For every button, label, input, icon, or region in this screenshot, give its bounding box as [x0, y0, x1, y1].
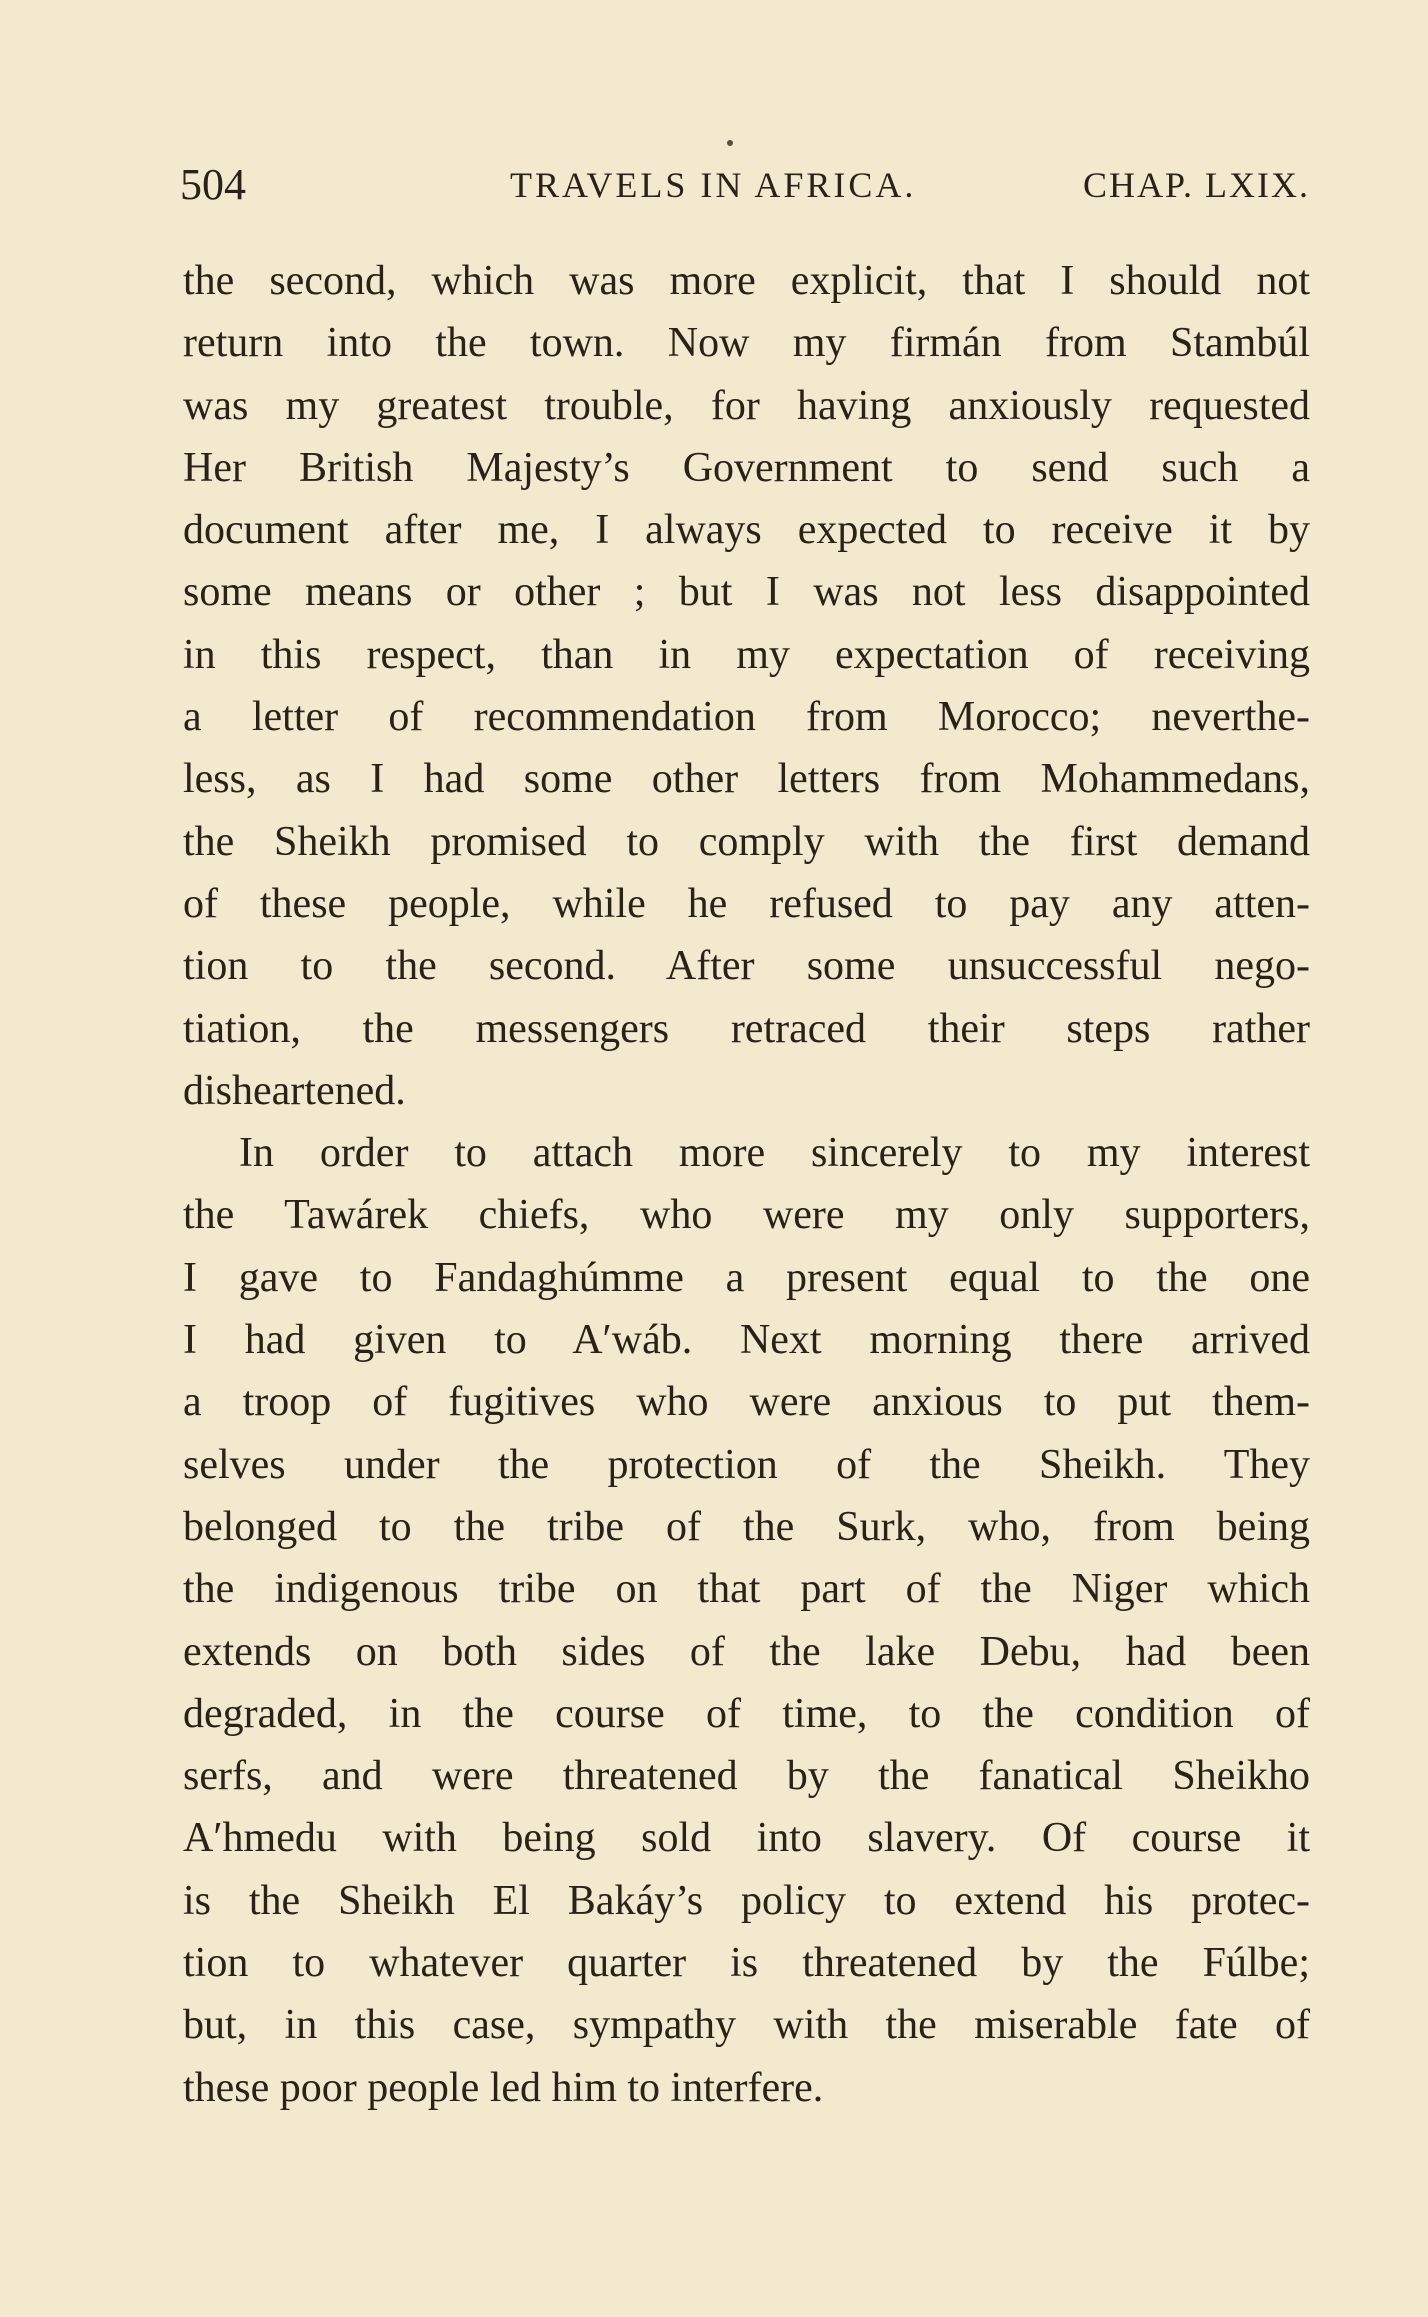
text-line: the indigenous tribe on that part of the Niger which	[183, 1566, 1310, 1613]
text-line: but, in this case, sympathy with the miserable fate of	[183, 2002, 1310, 2049]
text-line: I gave to Fandaghúmme a present equal to the one	[183, 1254, 1310, 1301]
text-line: some means or other ; but I was not less disappointed	[183, 569, 1310, 616]
text-line: these poor people led him to interfere.	[183, 2064, 824, 2111]
text-line: extends on both sides of the lake Debu, had been	[183, 1628, 1310, 1675]
text-line: less, as I had some other letters from Mohammedans,	[183, 756, 1310, 803]
text-line: In order to attach more sincerely to my interest	[239, 1130, 1310, 1177]
running-title: TRAVELS IN AFRICA.	[510, 165, 917, 205]
text-line: belonged to the tribe of the Surk, who, from being	[183, 1503, 1310, 1550]
text-line: tion to whatever quarter is threatened by the Fúlbe;	[183, 1940, 1310, 1987]
page-header	[180, 155, 1310, 215]
text-line: the second, which was more explicit, that I should not	[183, 258, 1310, 304]
text-line: a troop of fugitives who were anxious to put them-	[183, 1379, 1310, 1426]
text-line: disheartened.	[183, 1067, 406, 1114]
paragraph-1	[183, 250, 1310, 1122]
text-line: the Tawárek chiefs, who were my only supporters,	[183, 1192, 1310, 1239]
text-line: return into the town. Now my firmán from Stambúl	[183, 320, 1310, 367]
paragraph-2	[183, 1122, 1310, 2119]
text-line: tion to the second. After some unsuccessful nego-	[183, 943, 1310, 990]
text-line: document after me, I always expected to receive it by	[183, 507, 1310, 554]
text-line: Her British Majesty’s Government to send such a	[183, 444, 1310, 491]
header-dot-mark	[727, 140, 733, 146]
text-line: A′hmedu with being sold into slavery. Of course it	[183, 1815, 1310, 1862]
text-line: in this respect, than in my expectation of receiving	[183, 631, 1310, 678]
text-line: I had given to A′wáb. Next morning there arrived	[183, 1317, 1310, 1364]
text-line: selves under the protection of the Sheikh. They	[183, 1441, 1310, 1488]
text-line: tiation, the messengers retraced their steps rather	[183, 1005, 1310, 1052]
text-line: of these people, while he refused to pay any atten-	[183, 880, 1310, 927]
body-text	[183, 250, 1310, 2119]
page-number: 504	[180, 160, 246, 209]
text-line: the Sheikh promised to comply with the first demand	[183, 818, 1310, 865]
text-line: is the Sheikh El Bakáy’s policy to extend his protec-	[183, 1877, 1310, 1924]
chapter-label: CHAP. LXIX.	[1082, 165, 1310, 205]
text-line: was my greatest trouble, for having anxiously requested	[183, 382, 1310, 429]
text-line: degraded, in the course of time, to the condition of	[183, 1690, 1310, 1737]
text-line: serfs, and were threatened by the fanatical Sheikho	[183, 1753, 1310, 1800]
text-line: a letter of recommendation from Morocco; neverthe-	[183, 694, 1310, 741]
